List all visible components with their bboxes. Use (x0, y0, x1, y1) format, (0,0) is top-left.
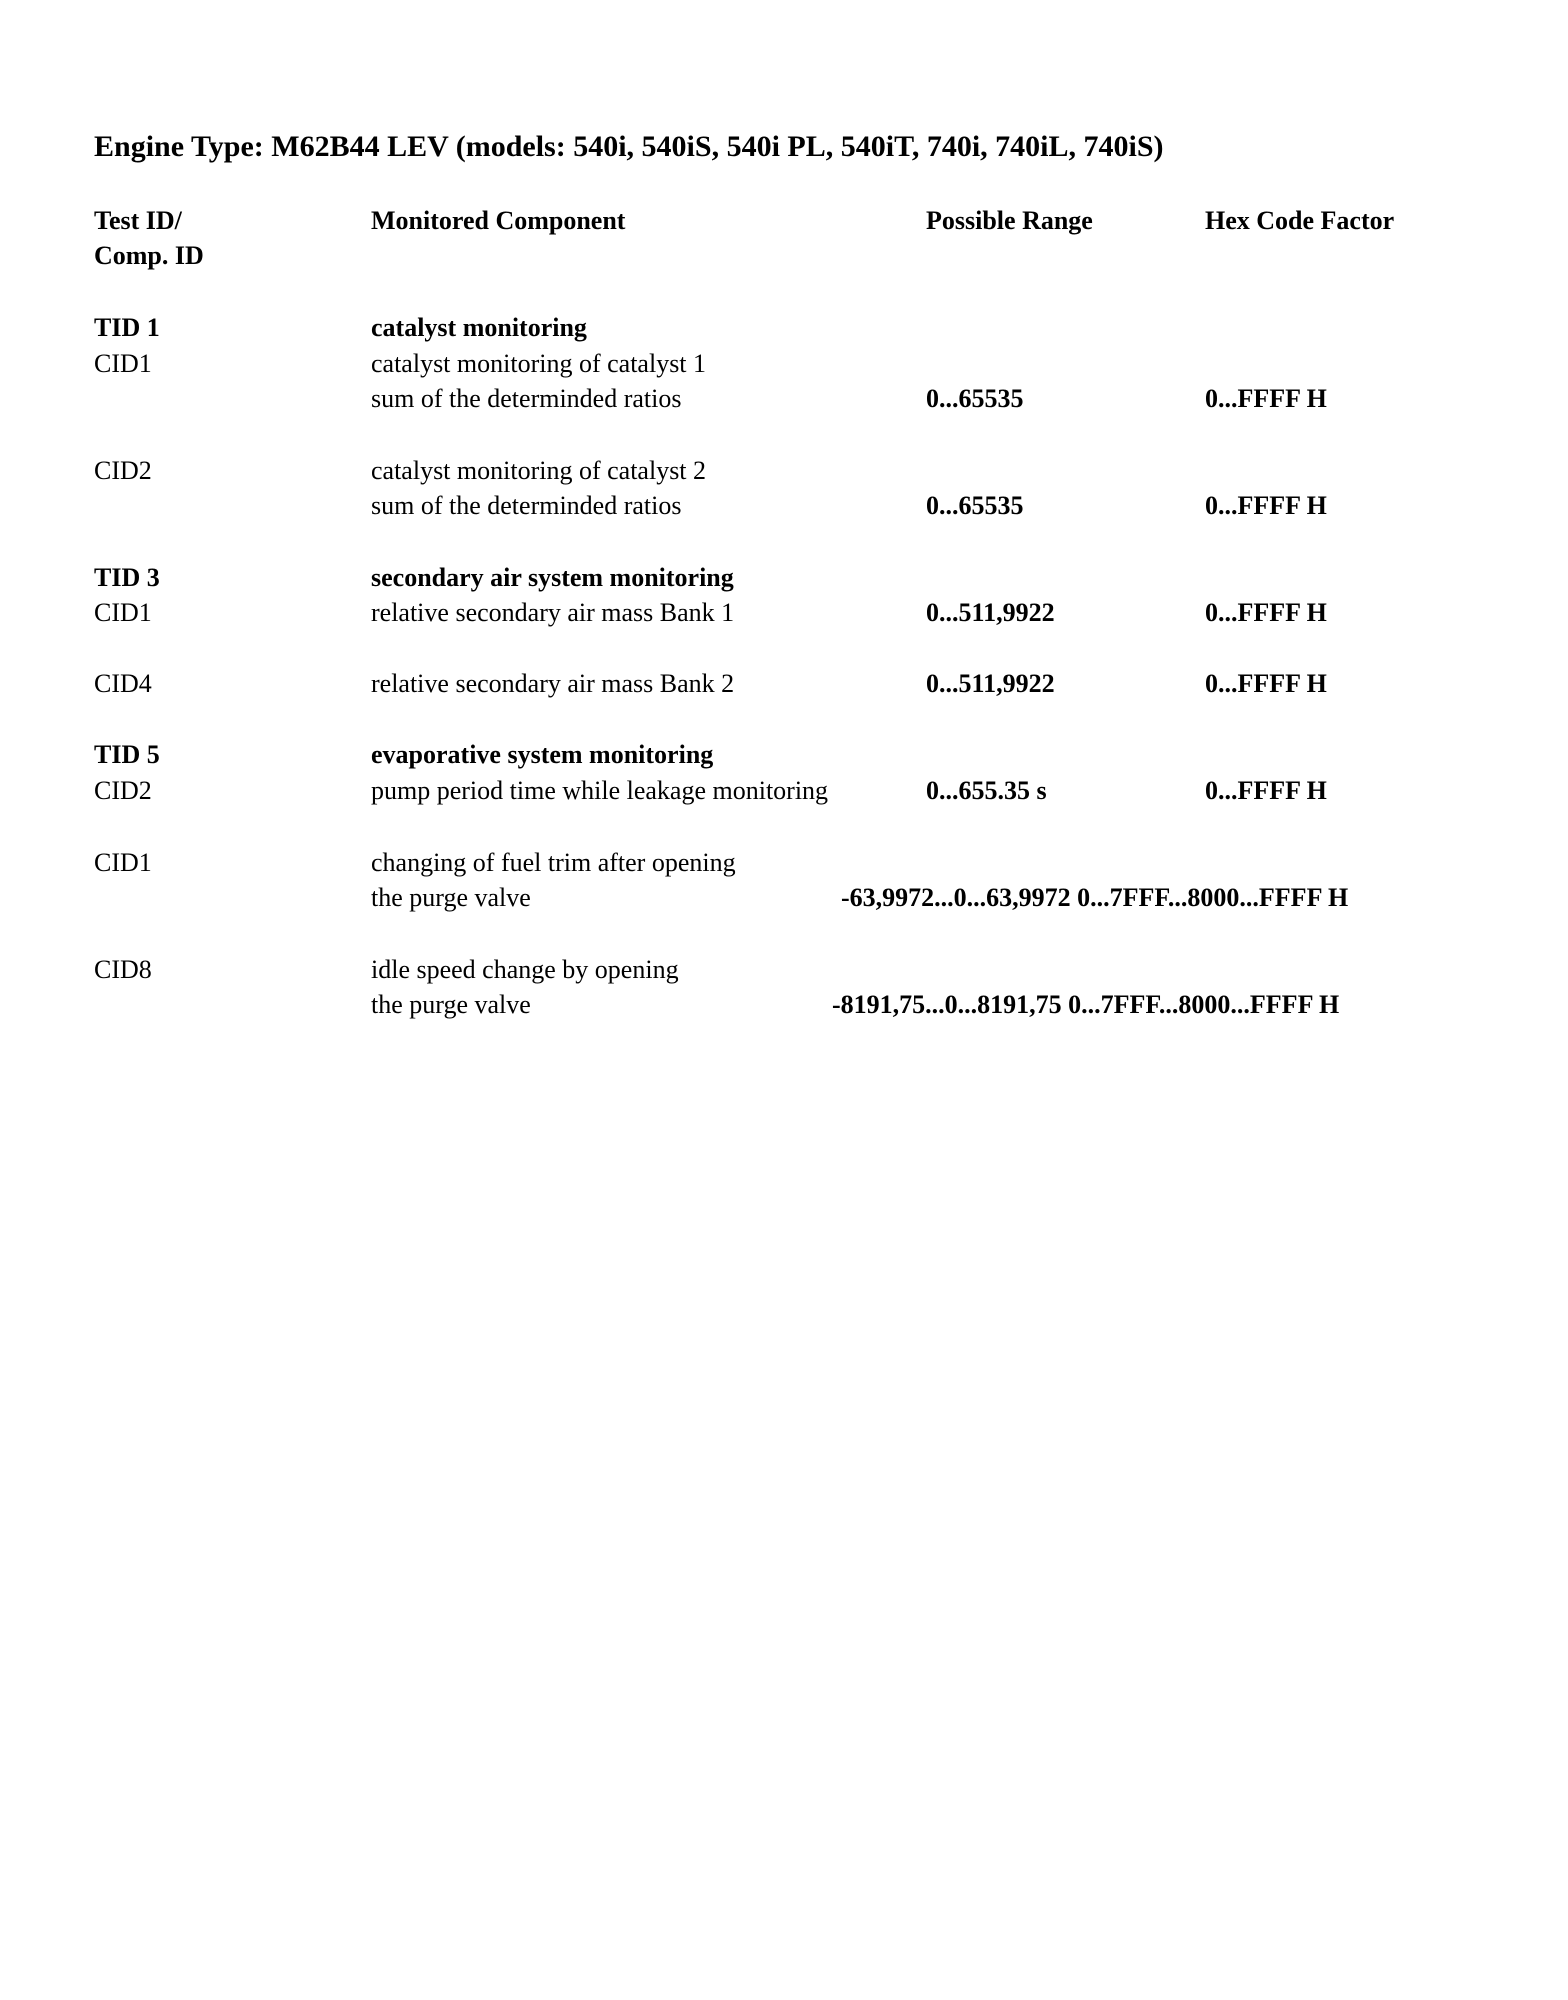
cid-label: CID2 (94, 456, 152, 485)
range-value: 0...655.35 s (926, 776, 1047, 805)
component-line: the purge valve (371, 883, 531, 912)
header-range: Possible Range (926, 206, 1093, 235)
range-value: 0...511,9922 (926, 669, 1055, 698)
component-line: changing of fuel trim after opening (371, 848, 736, 877)
range-value: 0...65535 (926, 384, 1024, 413)
component-line: pump period time while leakage monitoring (371, 776, 829, 805)
section-title: secondary air system monitoring (371, 563, 734, 592)
hex-value: 0...FFFF H (1205, 491, 1327, 520)
cid-label: CID4 (94, 669, 152, 698)
range-value: 0...511,9922 (926, 598, 1055, 627)
cid-label: CID1 (94, 848, 152, 877)
hex-value: 0...FFFF H (1205, 776, 1327, 805)
range-hex-value: -8191,75...0...8191,75 0...7FFF...8000...FFFF H (832, 990, 1340, 1019)
range-hex-value: -63,9972...0...63,9972 0...7FFF...8000...FFFF H (841, 883, 1349, 912)
component-line: the purge valve (371, 990, 531, 1019)
component-line: relative secondary air mass Bank 1 (371, 598, 735, 627)
tid-label: TID 3 (94, 563, 160, 592)
cid-label: CID1 (94, 349, 152, 378)
tid-label: TID 5 (94, 740, 160, 769)
hex-value: 0...FFFF H (1205, 384, 1327, 413)
hex-value: 0...FFFF H (1205, 598, 1327, 627)
component-line: catalyst monitoring of catalyst 1 (371, 349, 707, 378)
tid-label: TID 1 (94, 313, 160, 342)
header-component: Monitored Component (371, 206, 626, 235)
page-title: Engine Type: M62B44 LEV (models: 540i, 540iS, 540i PL, 540iT, 740i, 740iL, 740iS) (94, 130, 1164, 163)
component-line: sum of the determinded ratios (371, 384, 682, 413)
component-line: catalyst monitoring of catalyst 2 (371, 456, 707, 485)
component-line: sum of the determinded ratios (371, 491, 682, 520)
header-test-id-line1: Test ID/ (94, 206, 182, 235)
component-line: relative secondary air mass Bank 2 (371, 669, 735, 698)
header-hex: Hex Code Factor (1205, 206, 1395, 235)
hex-value: 0...FFFF H (1205, 669, 1327, 698)
cid-label: CID2 (94, 776, 152, 805)
section-title: catalyst monitoring (371, 313, 587, 342)
cid-label: CID8 (94, 955, 152, 984)
cid-label: CID1 (94, 598, 152, 627)
header-test-id-line2: Comp. ID (94, 241, 204, 270)
section-title: evaporative system monitoring (371, 740, 714, 769)
component-line: idle speed change by opening (371, 955, 679, 984)
range-value: 0...65535 (926, 491, 1024, 520)
